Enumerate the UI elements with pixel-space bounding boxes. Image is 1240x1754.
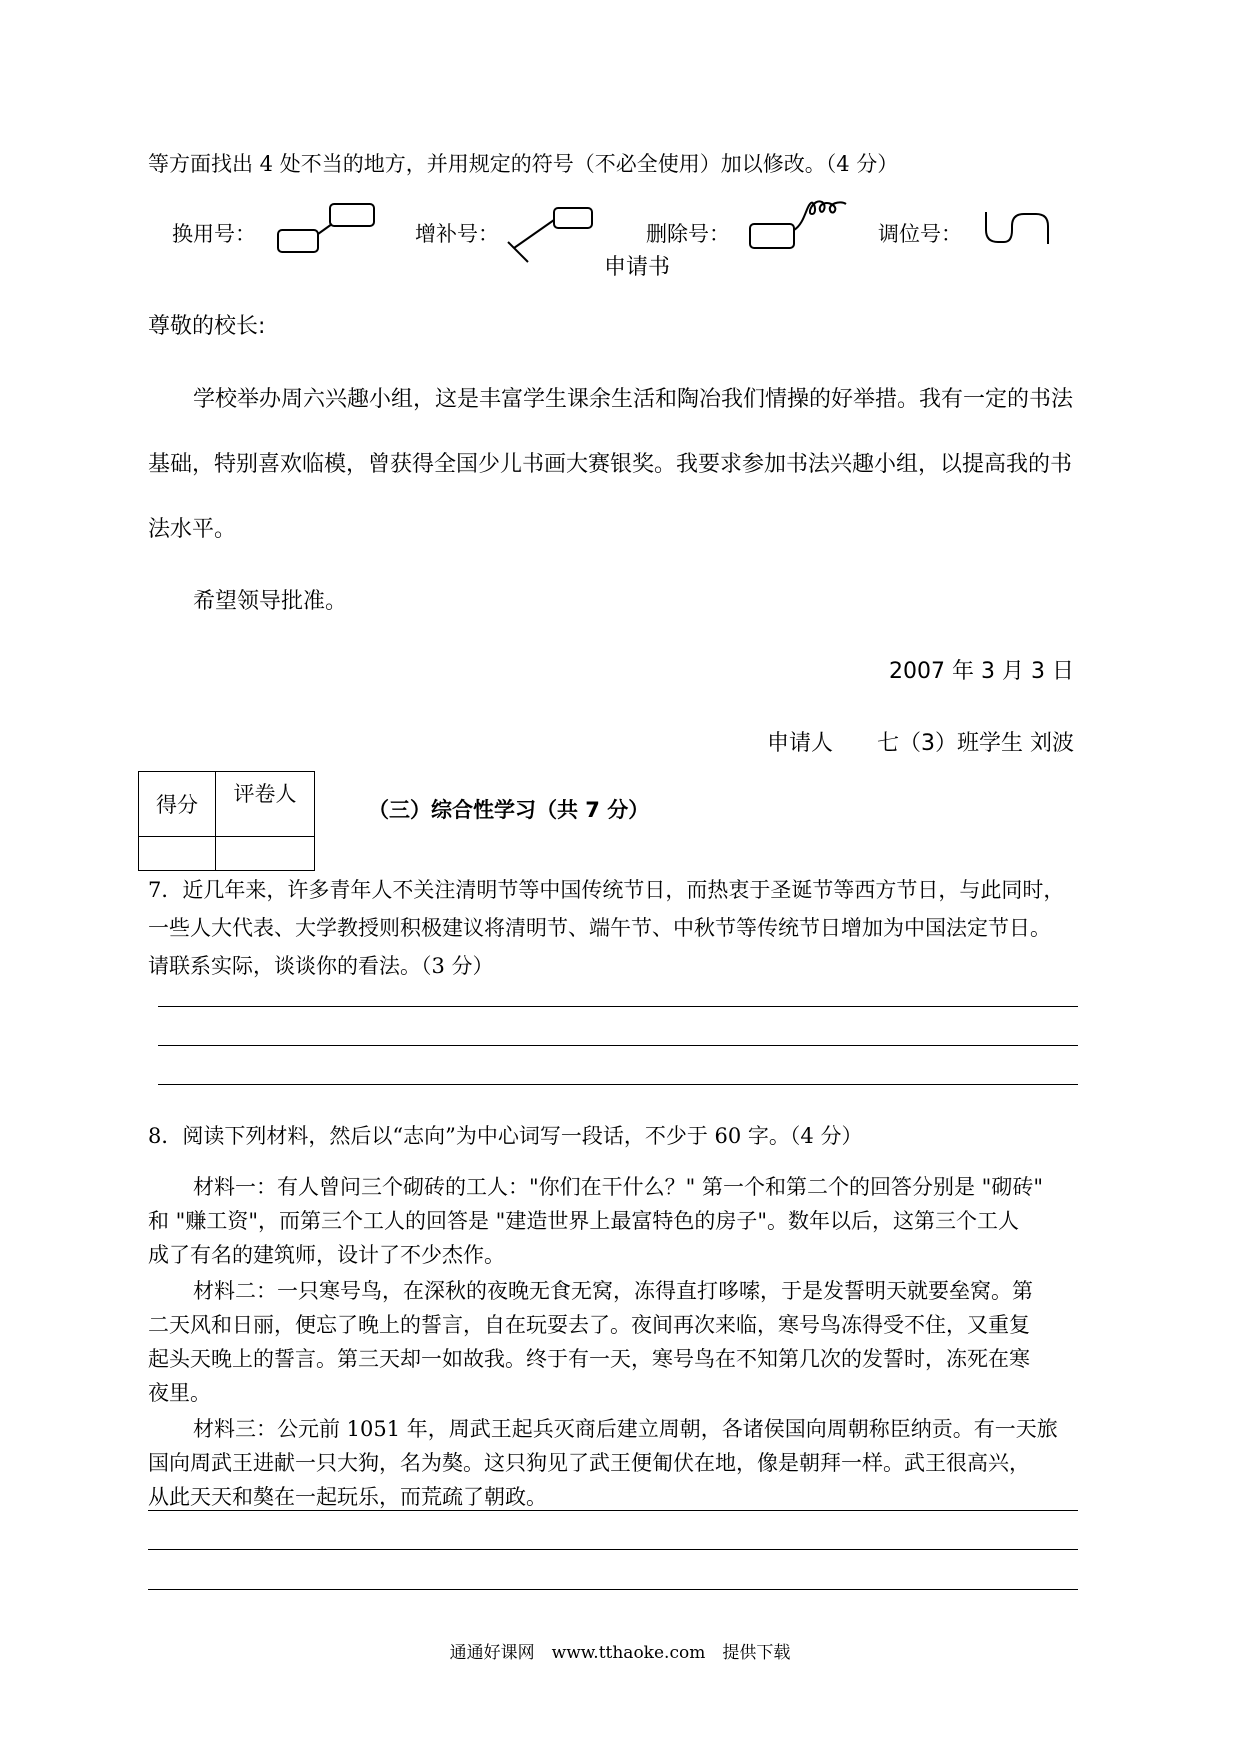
page-footer: 通通好课网 www.tthaoke.com 提供下载 xyxy=(449,1643,791,1663)
letter-date: 2007 年 3 月 3 日 xyxy=(889,659,1074,684)
letter-closing: 希望领导批准。 xyxy=(193,589,348,614)
answer-line[interactable] xyxy=(158,1006,1078,1007)
material-line: 从此天天和獒在一起玩乐，而荒疏了朝政。 xyxy=(148,1485,547,1509)
material-line: 起头天晚上的誓言。第三天却一如故我。终于有一天，寒号鸟在不知第几次的发誓时，冻死在寒 xyxy=(148,1347,1030,1371)
answer-line[interactable] xyxy=(158,1084,1078,1085)
swap-symbol-icon xyxy=(980,208,1056,248)
material-line: 国向周武王进献一只大狗，名为獒。这只狗见了武王便匍伏在地，像是朝拜一样。武王很高兴， xyxy=(148,1451,1030,1475)
answer-line[interactable] xyxy=(148,1510,1078,1511)
swap-symbol-label: 调位号： xyxy=(878,222,962,246)
letter-title: 申请书 xyxy=(604,255,671,280)
q8-prompt: 8．阅读下列材料，然后以“志向”为中心词写一段话，不少于 60 字。（4 分） xyxy=(148,1124,863,1148)
letter-body-line: 法水平。 xyxy=(148,517,237,542)
letter-body-line: 学校举办周六兴趣小组，这是丰富学生课余生活和陶冶我们情操的好举措。我有一定的书法 xyxy=(193,387,1074,412)
answer-line[interactable] xyxy=(148,1589,1078,1590)
q7-text: 7．近几年来，许多青年人不关注清明节等中国传统节日，而热衷于圣诞节等西方节日，与此同时， xyxy=(148,878,1065,902)
material-line: 成了有名的建筑师，设计了不少杰作。 xyxy=(148,1243,505,1267)
letter-salutation: 尊敬的校长: xyxy=(148,314,266,339)
material-line: 二天风和日丽，便忘了晚上的誓言，自在玩耍去了。夜间再次来临，寒号鸟冻得受不住，又重复 xyxy=(148,1313,1030,1337)
material-line: 材料三：公元前 1051 年，周武王起兵灭商后建立周朝，各诸侯国向周朝称臣纳贡。有一天旅 xyxy=(193,1417,1058,1441)
answer-line[interactable] xyxy=(158,1045,1078,1046)
letter-body-line: 基础，特别喜欢临模，曾获得全国少儿书画大赛银奖。我要求参加书法兴趣小组，以提高我的书 xyxy=(148,452,1073,477)
instruction-text: 等方面找出 4 处不当的地方，并用规定的符号（不必全使用）加以修改。（4 分） xyxy=(148,152,899,176)
score-table xyxy=(138,771,315,871)
q7-text: 请联系实际，谈谈你的看法。（3 分） xyxy=(148,954,494,978)
delete-symbol-icon xyxy=(748,194,852,254)
answer-line[interactable] xyxy=(148,1549,1078,1550)
score-label: 得分 xyxy=(139,772,216,837)
material-line: 材料一：有人曾问三个砌砖的工人："你们在干什么？" 第一个和第二个的回答分别是 "砌砖" xyxy=(193,1175,1043,1199)
material-line: 夜里。 xyxy=(148,1381,211,1405)
letter-signature: 申请人 七（3）班学生 刘波 xyxy=(767,731,1074,756)
section-heading: （三）综合性学习（共 7 分） xyxy=(368,798,650,822)
replace-symbol-label: 换用号： xyxy=(172,222,256,246)
material-line: 和 "赚工资"，而第三个工人的回答是 "建造世界上最富特色的房子"。数年以后，这第三个工人 xyxy=(148,1209,1019,1233)
q7-text: 一些人大代表、大学教授则积极建议将清明节、端午节、中秋节等传统节日增加为中国法定节日。 xyxy=(148,916,1051,940)
grader-label: 评卷人 xyxy=(216,772,315,837)
insert-symbol-label: 增补号： xyxy=(415,222,499,246)
replace-symbol-icon xyxy=(276,202,378,256)
score-cell[interactable] xyxy=(139,837,216,871)
material-line: 材料二：一只寒号鸟，在深秋的夜晚无食无窝，冻得直打哆嗦，于是发誓明天就要垒窝。第 xyxy=(193,1279,1033,1303)
delete-symbol-label: 删除号： xyxy=(646,222,730,246)
insert-symbol-icon xyxy=(500,206,596,264)
grader-cell[interactable] xyxy=(216,837,315,871)
